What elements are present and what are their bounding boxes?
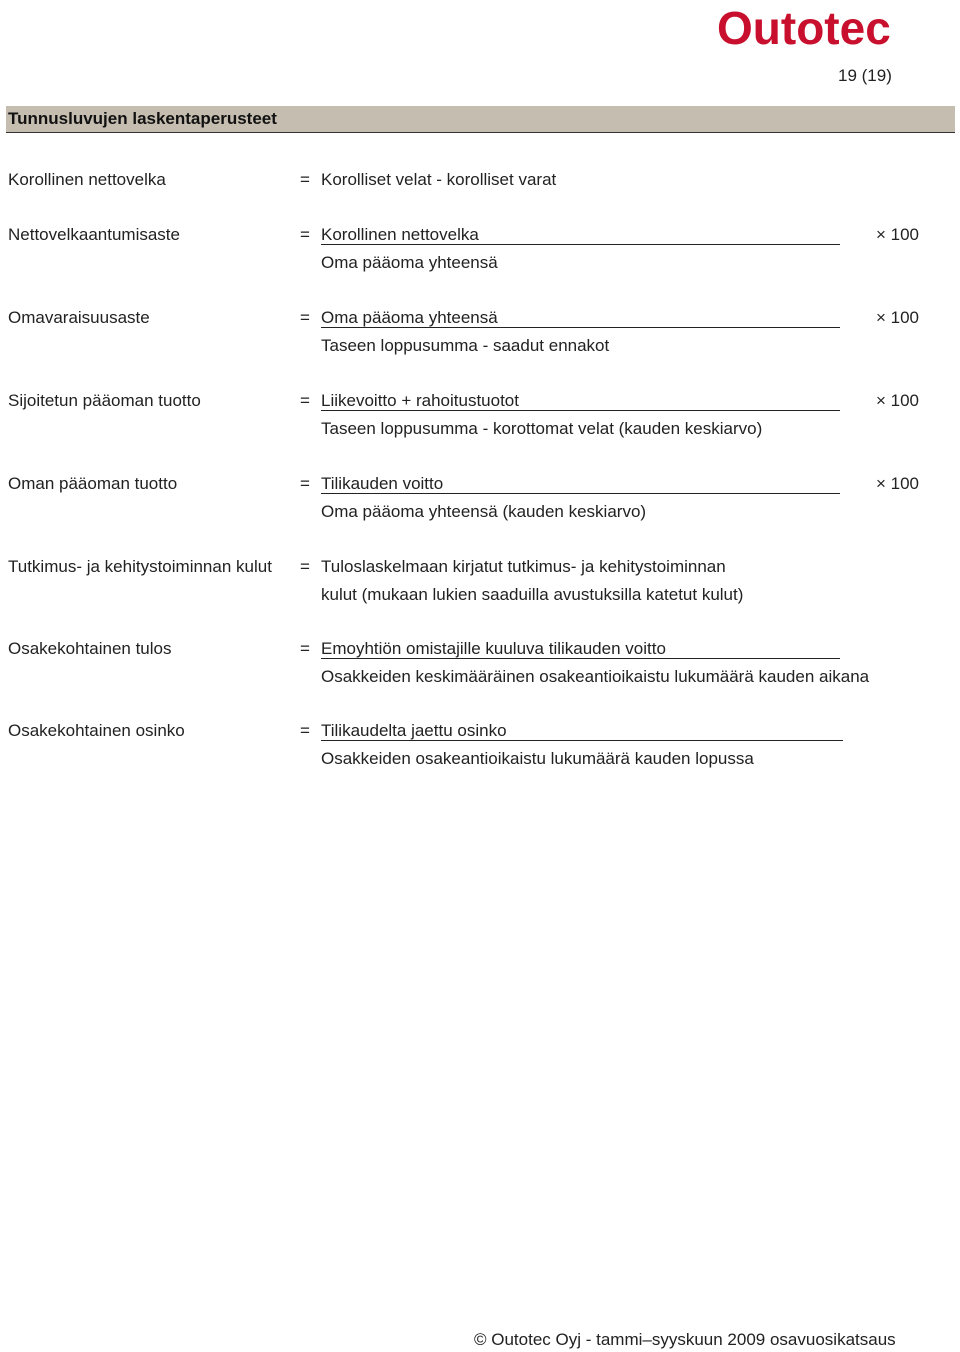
formula-denominator: Osakkeiden keskimääräinen osakeantioikaistu lukumäärä kauden aikana	[321, 667, 870, 686]
equals-sign: =	[300, 225, 310, 244]
formula-term: Oman pääoman tuotto	[8, 474, 178, 493]
formula-numerator: Tilikaudelta jaettu osinko	[321, 721, 507, 740]
footer-copyright: © Outotec Oyj - tammi–syyskuun 2009 osavuosikatsaus	[474, 1330, 896, 1349]
equals-sign: =	[300, 391, 310, 410]
formula-term: Nettovelkaantumisaste	[8, 225, 180, 244]
formula-multiplier: × 100	[876, 225, 920, 244]
fraction-line	[321, 658, 840, 659]
formula-numerator: Korollinen nettovelka	[321, 225, 479, 244]
outotec-logo	[717, 2, 917, 54]
fraction-line	[321, 244, 840, 245]
equals-sign: =	[300, 308, 310, 327]
formula-denominator: Taseen loppusumma - korottomat velat (kauden keskiarvo)	[321, 419, 763, 438]
equals-sign: =	[300, 721, 310, 740]
section-title: Tunnusluvujen laskentaperusteet	[8, 109, 277, 128]
equals-sign: =	[300, 557, 310, 576]
formula-term: Korollinen nettovelka	[8, 170, 166, 189]
formula-denominator: Oma pääoma yhteensä (kauden keskiarvo)	[321, 502, 647, 521]
fraction-line	[321, 740, 843, 741]
formula-numerator: Oma pääoma yhteensä	[321, 308, 498, 327]
outotec-logo-graphic	[717, 2, 917, 54]
logo-text: Outotec	[717, 2, 891, 54]
formula-denominator: Osakkeiden osakeantioikaistu lukumäärä kauden lopussa	[321, 749, 754, 768]
formula-denominator: Oma pääoma yhteensä	[321, 253, 498, 272]
formula-multiplier: × 100	[876, 474, 920, 493]
equals-sign: =	[300, 170, 310, 189]
formula-multiplier: × 100	[876, 308, 920, 327]
formula-expression: Korolliset velat - korolliset varat	[321, 170, 557, 189]
page-number: 19 (19)	[838, 66, 892, 85]
fraction-line	[321, 327, 840, 328]
equals-sign: =	[300, 474, 310, 493]
formula-numerator: Tilikauden voitto	[321, 474, 444, 493]
fraction-line	[321, 410, 840, 411]
section-header	[6, 106, 955, 133]
formula-term: Sijoitetun pääoman tuotto	[8, 391, 201, 410]
formula-numerator: Emoyhtiön omistajille kuuluva tilikauden voitto	[321, 639, 666, 658]
formula-term: Tutkimus- ja kehitystoiminnan kulut	[8, 557, 272, 576]
formula-term: Osakekohtainen tulos	[8, 639, 172, 658]
formula-term: Omavaraisuusaste	[8, 308, 150, 327]
equals-sign: =	[300, 639, 310, 658]
formula-expression-line1: Tuloslaskelmaan kirjatut tutkimus- ja kehitystoiminnan	[321, 557, 726, 576]
fraction-line	[321, 493, 840, 494]
formula-term: Osakekohtainen osinko	[8, 721, 185, 740]
formula-numerator: Liikevoitto + rahoitustuotot	[321, 391, 519, 410]
formula-expression-line2: kulut (mukaan lukien saaduilla avustuksilla katetut kulut)	[321, 585, 744, 604]
formula-multiplier: × 100	[876, 391, 920, 410]
formula-denominator: Taseen loppusumma - saadut ennakot	[321, 336, 610, 355]
